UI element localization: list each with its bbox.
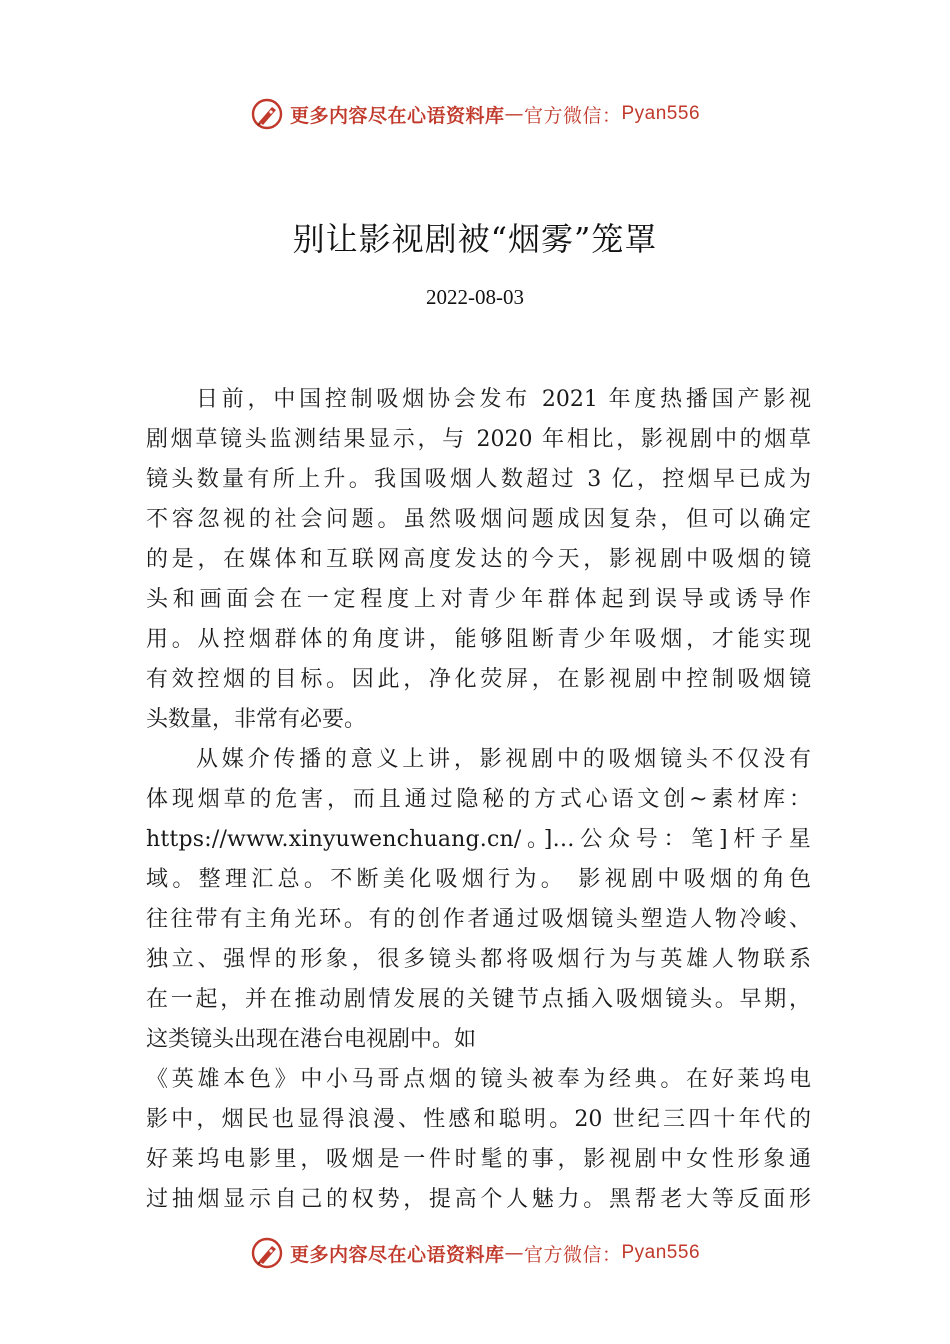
body-line: 体现烟草的危害，而且通过隐秘的方式心语文创~素材库： <box>146 787 811 812</box>
body-line: 镜头数量有所上升。我国吸烟人数超过 3 亿，控烟早已成为 <box>146 467 811 492</box>
body-line: 日前，中国控制吸烟协会发布 2021 年度热播国产影视 <box>196 387 811 412</box>
article-date: 2022-08-03 <box>426 285 524 309</box>
banner-wechat-label: 官方微信： <box>523 1243 622 1266</box>
banner-wechat-label: 官方微信： <box>523 104 622 127</box>
body-line: 的是，在媒体和互联网高度发达的今天，影视剧中吸烟的镜 <box>146 547 811 572</box>
body-line: 域。整理汇总。不断美化吸烟行为。 影视剧中吸烟的角色 <box>146 867 811 892</box>
body-line: 头数量，非常有必要。 <box>146 707 367 732</box>
pen-logo-icon <box>250 97 284 131</box>
banner-wechat-id: Pyan556 <box>621 1242 701 1263</box>
body-line: 好莱坞电影里，吸烟是一件时髦的事，影视剧中女性形象通 <box>146 1147 811 1172</box>
pen-logo-icon <box>250 1236 284 1270</box>
body-line: 有效控烟的目标。因此，净化荧屏，在影视剧中控制吸烟镜 <box>146 667 811 692</box>
body-line: 不容忽视的社会问题。虽然吸烟问题成因复杂，但可以确定 <box>146 507 811 532</box>
article-title: 别让影视剧被“烟雾”笼罩 <box>292 220 658 258</box>
header-banner <box>0 94 950 134</box>
body-line: 用。从控烟群体的角度讲，能够阻断青少年吸烟，才能实现 <box>146 627 811 652</box>
body-line: 影中，烟民也显得浪漫、性感和聪明。20 世纪三四十年代的 <box>146 1107 811 1132</box>
body-line: https://www.xinyuwenchuang.cn/。]…公众号：笔]杆子星 <box>146 827 811 852</box>
body-line: 《英雄本色》中小马哥点烟的镜头被奉为经典。在好莱坞电 <box>146 1067 811 1092</box>
body-line: 过抽烟显示自己的权势，提高个人魅力。黑帮老大等反面形 <box>146 1187 811 1212</box>
banner-dash: — <box>504 1242 524 1264</box>
body-line: 往往带有主角光环。有的创作者通过吸烟镜头塑造人物冷峻、 <box>146 907 811 932</box>
footer-banner <box>0 1233 950 1273</box>
body-line: 在一起，并在推动剧情发展的关键节点插入吸烟镜头。早期， <box>146 987 811 1012</box>
body-line: 从媒介传播的意义上讲，影视剧中的吸烟镜头不仅没有 <box>196 747 811 772</box>
banner-wechat-id: Pyan556 <box>621 103 701 124</box>
banner-site-text: 更多内容尽在心语资料库 <box>289 104 505 127</box>
banner-dash: — <box>504 103 524 125</box>
banner-site-text: 更多内容尽在心语资料库 <box>289 1243 505 1266</box>
body-line: 剧烟草镜头监测结果显示，与 2020 年相比，影视剧中的烟草 <box>146 427 811 452</box>
body-line: 独立、强悍的形象，很多镜头都将吸烟行为与英雄人物联系 <box>146 947 811 972</box>
body-line: 头和画面会在一定程度上对青少年群体起到误导或诱导作 <box>146 587 811 612</box>
body-line: 这类镜头出现在港台电视剧中。如 <box>146 1027 477 1052</box>
